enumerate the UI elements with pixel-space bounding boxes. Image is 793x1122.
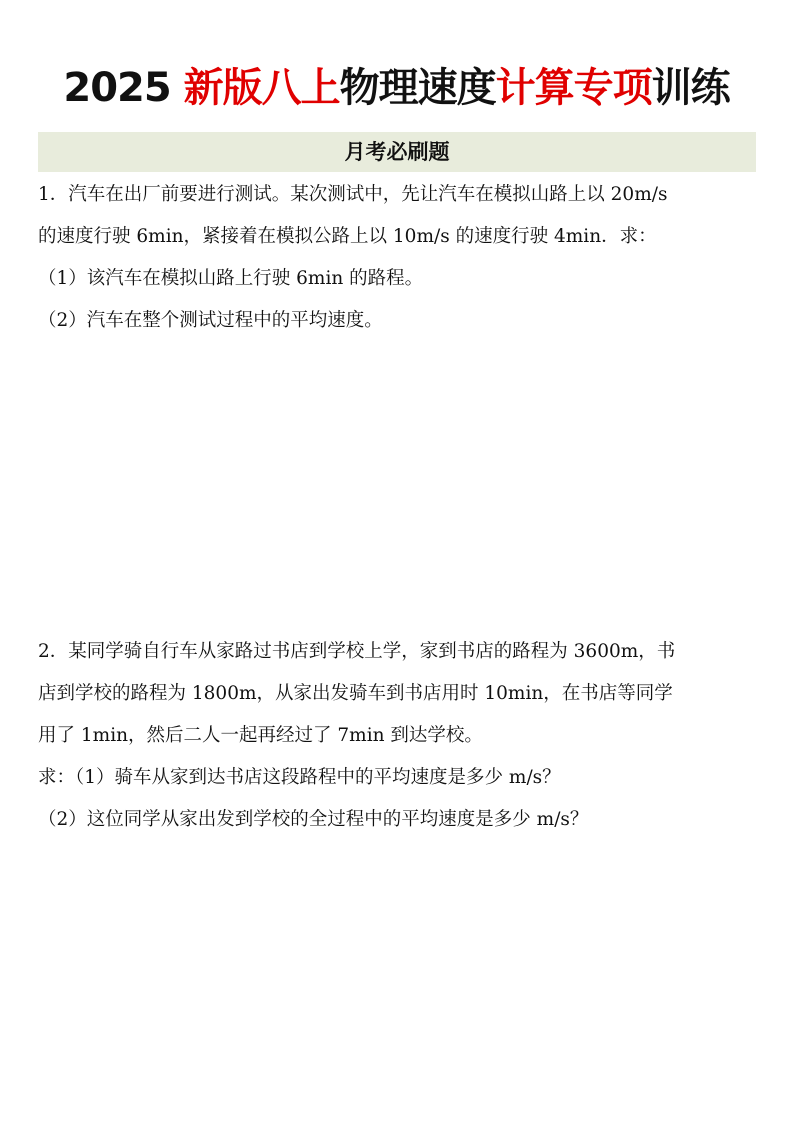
question-1-line-1: 1．汽车在出厂前要进行测试。某次测试中，先让汽车在模拟山路上以 20m/s [38,184,668,205]
title-edition: 新版八上 [183,65,340,111]
title-subject: 物理速度 [339,65,496,111]
question-1-line-2: 的速度行驶 6min，紧接着在模拟公路上以 10m/s 的速度行驶 4min．求： [38,226,657,247]
question-2 [38,631,760,841]
question-1 [38,174,760,342]
question-1-part-2: （2）汽车在整个测试过程中的平均速度。 [38,310,383,331]
question-2-line-3: 用了 1min，然后二人一起再经过了 7min 到达学校。 [38,725,483,746]
title-training: 训练 [651,65,730,111]
question-1-part-1: （1）该汽车在模拟山路上行驶 6min 的路程。 [38,268,424,289]
title-year: 2025 [63,65,184,111]
question-2-line-1: 2．某同学骑自行车从家路过书店到学校上学，家到书店的路程为 3600m，书 [38,641,676,662]
question-2-line-2: 店到学校的路程为 1800m，从家出发骑车到书店用时 10min，在书店等同学 [38,683,673,704]
question-2-part-2: （2）这位同学从家出发到学校的全过程中的平均速度是多少 m/s？ [38,809,589,830]
section-banner: 月考必刷题 [38,132,756,172]
question-2-part-1: 求：（1）骑车从家到达书店这段路程中的平均速度是多少 m/s？ [38,767,561,788]
title-topic: 计算专项 [495,65,652,111]
page-title [0,62,793,114]
